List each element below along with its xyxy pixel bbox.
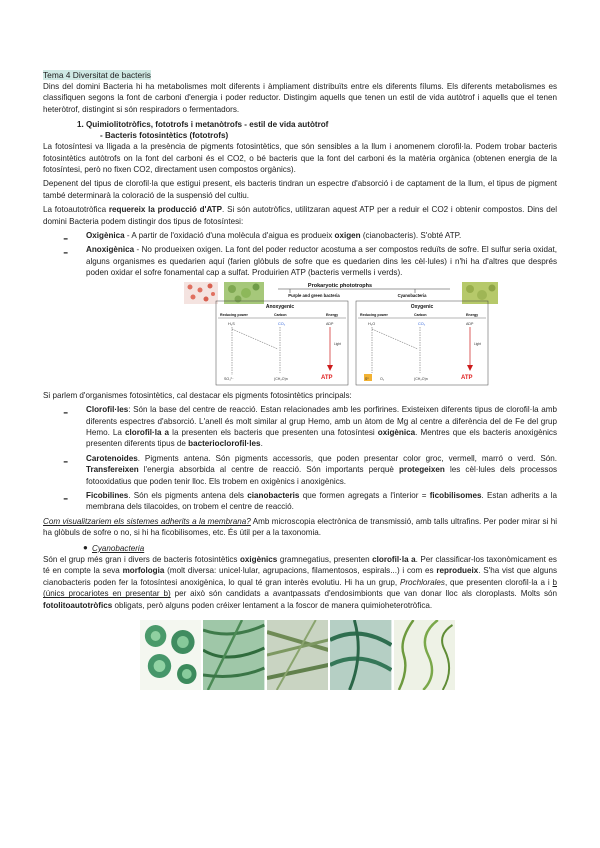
svg-text:H₂O: H₂O xyxy=(368,321,376,326)
svg-text:SO₄²⁻: SO₄²⁻ xyxy=(224,376,234,381)
svg-text:Carbon: Carbon xyxy=(274,312,287,317)
svg-text:CO₂: CO₂ xyxy=(418,321,426,326)
list-item-carotenoids: - Carotenoides. Pigments antena. Són pigments accessoris, que poden presentar color groc, vermell, marró o verd. Són. Transfereixen l'energia absorbida al centre de reacció. Són importants perquè protegeixen les cèl·lules dels processos fotooxidatius que poden tenir lloc. Els trobem en oxigènics i anoxigènics. xyxy=(63,452,558,486)
svg-text:(CH₂O)n: (CH₂O)n xyxy=(274,376,288,381)
cyanobacteria-heading: ● Cyanobacteria xyxy=(83,542,145,553)
phototrophs-figure xyxy=(180,281,500,387)
svg-text:H₂S: H₂S xyxy=(228,321,235,326)
phototrophs-diagram xyxy=(180,281,500,387)
intro-paragraph: Dins del domini Bacteria hi ha metabolismes molt diferents i àmpliament distribuïts entre els diferents fílums. Els diferents metabolismes es classifiquen segons la font de carboni d'energia i poder reductor. Distingim aquells que tenen un estil de vida autòtrof i aquells que el tenen heteròtrof, distingint si són respiradors o fermentadors. xyxy=(43,82,557,114)
svg-text:Carbon: Carbon xyxy=(414,312,427,317)
paragraph-cyanobacteria: Són el grup més gran i divers de bacteris fotosintètics oxigènics gramnegatius, presenten clorofil·la a. Per classificar-los taxonòmicament es té en compte la seva morfologia (molt diversa: unicel·lular, agrupacions, filamentosos, espirals...) i com es reprodueix. S'ha vist que alguns cianobacteris poden fer la fotosíntesi anoxigènica, lo qual té gran interès evolutiu. Hi ha un grup, Prochlorales, que presenten clorofil·la a i b (únics procariotes en presentar b) per això són candidats a avantpassats d'endosimbionts que van donar lloc als cloroplasts. Molts són fotolitoautotròfics obligats, però alguns poden créixer lentament a la foscor de manera quimioheterotròfica. xyxy=(43,554,558,610)
atp-label-left: ATP xyxy=(321,374,333,381)
label-cyanobacteria: Cyanobacteria xyxy=(397,292,427,298)
svg-text:S⁰: S⁰ xyxy=(365,376,369,381)
cyanobacteria-micrographs xyxy=(140,620,455,690)
anoxygenic-label: Anoxygenic xyxy=(265,303,295,310)
subsection-heading: - Bacteris fotosintètics (fototrofs) xyxy=(100,131,229,141)
svg-text:Reducing power: Reducing power xyxy=(360,312,388,317)
oxygenic-label: Oxygenic xyxy=(410,303,434,310)
list-item-oxygenic: - Oxigènica - A partir de l'oxidació d'una molècula d'aigua es produeix oxigen (cianobacteris). S'obté ATP. xyxy=(63,230,462,248)
list-item-chlorophylls: - Clorofil·les: Són la base del centre de reacció. Estan relacionades amb les porfirines. Existeixen diferents tipus de clorofil·la amb diferents espectres d'absorció. L'anell és molt similar al grup Hemo, amb un àtom de Mg al centre a diferència del de Fe del grup Hemo. La clorofil·la a la presenten els bacteris que presenten una fotosíntesi oxigènica. Mentres que els bacteris anoxigènics presenten diferents tipus de bacterioclorofil·les. xyxy=(63,404,558,449)
micrograph-colonies xyxy=(140,620,201,690)
svg-text:Reducing power: Reducing power xyxy=(220,312,248,317)
paragraph-photosynthesis: La fotosíntesi va lligada a la presència de pigments fotosintètics, que són sensibles a la llum i anomenem clorofil·la. Podem trobar bacteris fotosintètics autòtrofs on la font del carboni és el CO2, o bé bacteris que la font del carboni és la matèria orgànica (obtenen energia de la fotosíntesi, però no fixen CO2, directament usen compostos orgànics). xyxy=(43,142,557,175)
atp-label-right: ATP xyxy=(461,374,473,381)
paragraph-visualization: Com visualitzariem els sistemes adherits a la membrana? Amb microscopia electrònica de transmissió, amb talls ultrafins. Per poder mirar si hi ha glòbuls de sofre o no, si hi ha ficobilisomes, etc. És útil per a la taxonomia. xyxy=(43,516,557,538)
label-purple-green: Purple and green bacteria xyxy=(288,292,340,298)
svg-text:CO₂: CO₂ xyxy=(278,321,286,326)
document-title: Tema 4 Diversitat de bacteris xyxy=(43,70,151,80)
micrograph-spirals xyxy=(394,620,455,690)
svg-text:O₂: O₂ xyxy=(380,376,385,381)
svg-text:ADP: ADP xyxy=(326,321,334,326)
figure-title: Prokaryotic phototrophs xyxy=(307,282,373,289)
paragraph-pigments: Si parlem d'organismes fotosintètics, cal destacar els pigments fotosintètics principals: xyxy=(43,390,352,400)
paragraph-atp: La fotoautotròfica requereix la producció d'ATP. Si són autotròfics, utilitzaran aquest ATP per a reduir el CO2 i obtenir compostos. Dins del domini Bacteria podem distingir dos tipus de fotosíntesi: xyxy=(43,205,558,226)
svg-text:Energy: Energy xyxy=(326,312,339,317)
micrograph-filaments-2 xyxy=(267,620,328,690)
section-heading-1: 1. Quimiolitotròfics, fototrofs i metanòtrofs - estil de vida autòtrof xyxy=(77,120,329,130)
svg-text:ADP: ADP xyxy=(466,321,474,326)
svg-text:Light: Light xyxy=(334,341,341,346)
paragraph-chlorophyll: Depenent del tipus de clorofil·la que estigui present, els bacteris tindran un espectre d'absorció i de captament de la llum, el tipus de pigment també determinarà la coloració de la suspensió del cultiu. xyxy=(43,179,557,200)
micrograph-filaments-1 xyxy=(203,620,264,690)
list-item-phycobilins: - Ficobilines. Són els pigments antena dels cianobacteris que formen agregats a l'interior = ficobilisomes. Estan adherits a la membrana dels tilacoides, on trobem el centre de reacció. xyxy=(63,489,558,512)
svg-text:(CH₂O)n: (CH₂O)n xyxy=(414,376,428,381)
document-page xyxy=(43,70,557,690)
micrograph-filaments-3 xyxy=(330,620,391,690)
list-item-anoxygenic: - Anoxigènica - No produeixen oxigen. La font del poder reductor acostuma a ser compostos reduïts de sofre. El sulfur seria oxidat, alguns organismes es quedarien aquí (farien glòbuls de sofre que es quedarien dins les cèl·lules) i n'hi ha d'altres que després poden oxidar el sofre fonamental cap a sulfat. Produirien ATP (bacteris vermells i verds). xyxy=(63,244,557,278)
svg-text:Energy: Energy xyxy=(466,312,479,317)
svg-text:Light: Light xyxy=(474,341,481,346)
